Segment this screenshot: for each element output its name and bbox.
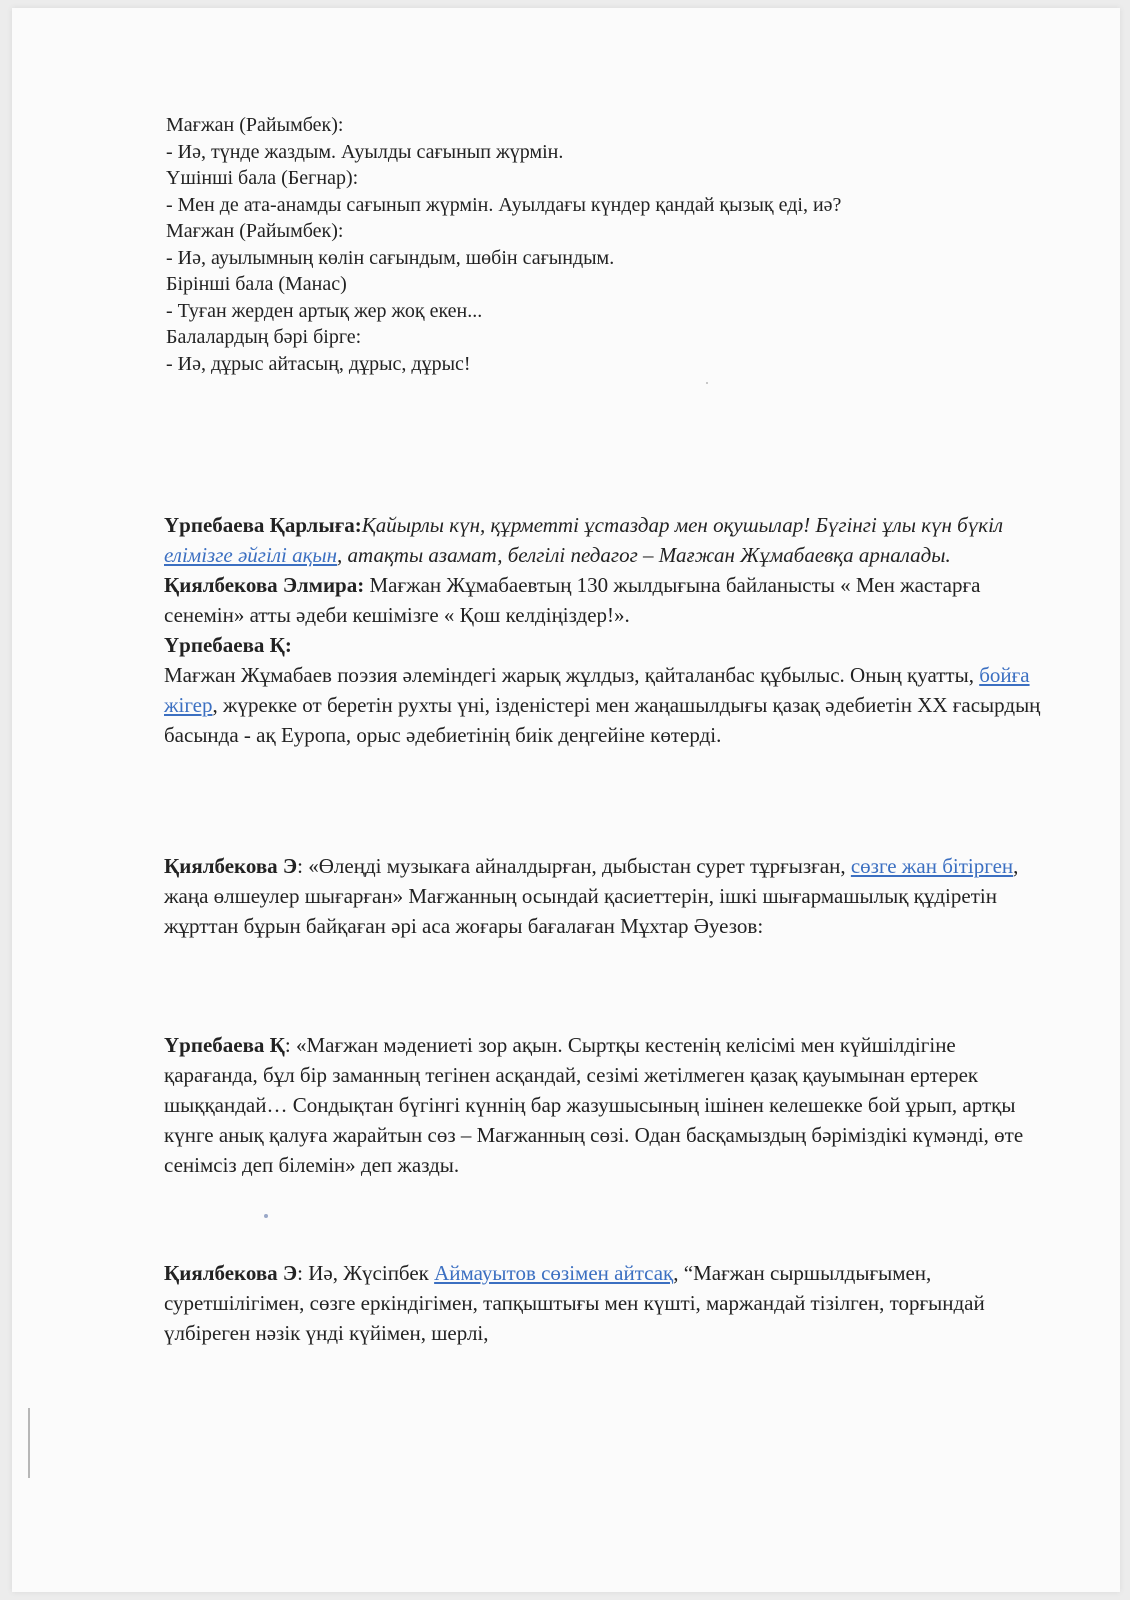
poetry-text: Мағжан Жұмабаев поэзия әлеміндегі жарық жұлдыз, қайталанбас құбылыс. Оның қуатты,: [164, 663, 980, 687]
paragraph-poetry: [164, 660, 1044, 750]
link-aimauytov[interactable]: Аймауытов сөзімен айтсақ: [434, 1261, 674, 1285]
link-sozge-zhan[interactable]: сөзге жан бітірген: [850, 854, 1014, 878]
dialogue-block: [166, 112, 841, 377]
paragraph-aimauytov: [164, 1258, 1044, 1348]
speaker-label: Үрпебаева Қ:: [164, 633, 292, 657]
dialogue-line: - Иә, ауылымның көлін сағындым, шөбін сағындым.: [166, 246, 615, 269]
scan-speck: [264, 1214, 268, 1218]
aimauytov-text: : Иә, Жүсіпбек: [297, 1261, 435, 1285]
poetry-text-end: , жүрекке от беретін рухты үні, ізденістері мен жаңашылдығы қазақ әдебиетін ХХ ғасырдың басында - ақ Еуропа, орыс әдебиетінің биік деңгейіне көтерді.: [164, 693, 1041, 747]
dialogue-line: Мағжан (Райымбек):: [166, 220, 344, 242]
auezov-text-end: , жаңа өлшеулер шығарған» Мағжанның осындай қасиеттерін, ішкі шығармашылық құдіретін жұрттан бұрын байқаған әрі аса жоғары бағалаған Мұхтар Әуезов:: [164, 854, 1019, 938]
section-quote: [164, 1030, 1044, 1180]
speaker-label: Қиялбекова Элмира:: [164, 573, 365, 597]
link-famous-poet[interactable]: елімізге әйгілі ақын: [164, 543, 338, 567]
aimauytov-text-end: , “Мағжан сыршылдығымен, суретшілігімен, сөзге еркіндігімен, тапқыштығы мен күшті, маржандай тізілген, торғындай үлбіреген нәзік үнді күйімен, шерлі,: [164, 1261, 985, 1345]
auezov-text: : «Өлеңді музыкаға айналдырған, дыбыстан сурет тұрғызған,: [297, 854, 851, 878]
speaker-line: [164, 630, 1044, 660]
dialogue-line: - Туған жерден артық жер жоқ екен...: [166, 299, 483, 322]
dialogue-line: - Иә, түнде жаздым. Ауылды сағынып жүрмін.: [166, 140, 564, 163]
dialogue-line: - Иә, дұрыс айтасың, дұрыс, дұрыс!: [166, 352, 471, 375]
paragraph-quote: [164, 1030, 1044, 1180]
link-boyga-zhiger[interactable]: бойға жігер: [164, 663, 1030, 717]
paragraph-welcome: [164, 570, 1044, 630]
document-page: [12, 8, 1120, 1592]
speaker-label: Үрпебаева Қ: [164, 1033, 285, 1057]
section-auezov: [164, 851, 1044, 941]
scan-speck: [706, 382, 708, 384]
speaker-label: Қиялбекова Э: [164, 1261, 298, 1285]
dialogue-line: Үшінші бала (Бегнар):: [166, 167, 359, 189]
greeting-text: Қайырлы күн, құрметті ұстаздар мен оқушылар! Бүгінгі ұлы күн бүкіл: [361, 513, 1004, 537]
paragraph-auezov: [164, 851, 1044, 941]
dialogue-line: Мағжан (Райымбек):: [166, 114, 344, 136]
speaker-label: Үрпебаева Қарлығa:: [164, 513, 362, 537]
quote-text: : «Мағжан мәдениеті зор ақын. Сыртқы кестенің келісімі мен күйшілдігіне қарағанда, бұл бір заманның тегінен асқандай, сезімі жетілмеген қазақ қауымынан ертерек шыққандай… Сондықтан бүгінгі күннің бар жазушысының ішінен келешекке бой ұрып, артқы күнге анық қалуға жарайтын сөз – Мағжанның сөзі. Одан басқамыздың бәріміздікі күмәнді, өте сенімсіз деп білемін» деп жазды.: [164, 1033, 1024, 1177]
welcome-text: Мағжан Жұмабаевтың 130 жылдығына байланысты « Мен жастарға сенемін» атты әдеби кешімізге « Қош келдіңіздер!».: [164, 573, 981, 627]
paragraph-greeting: [164, 510, 1044, 570]
scan-edge-mark: [28, 1408, 30, 1478]
section-opening: [164, 510, 1044, 750]
section-aimauytov: [164, 1258, 1044, 1348]
dialogue-line: Балалардың бәрі бірге:: [166, 326, 362, 348]
dialogue-line: Бірінші бала (Манас): [166, 273, 347, 295]
speaker-label: Қиялбекова Э: [164, 854, 298, 878]
dialogue-line: - Мен де ата-анамды сағынып жүрмін. Ауылдағы күндер қандай қызық еді, иә?: [166, 193, 842, 216]
greeting-text-end: , атақты азамат, белгілі педагог – Мағжан Жұмабаевқа арналады.: [337, 543, 951, 567]
